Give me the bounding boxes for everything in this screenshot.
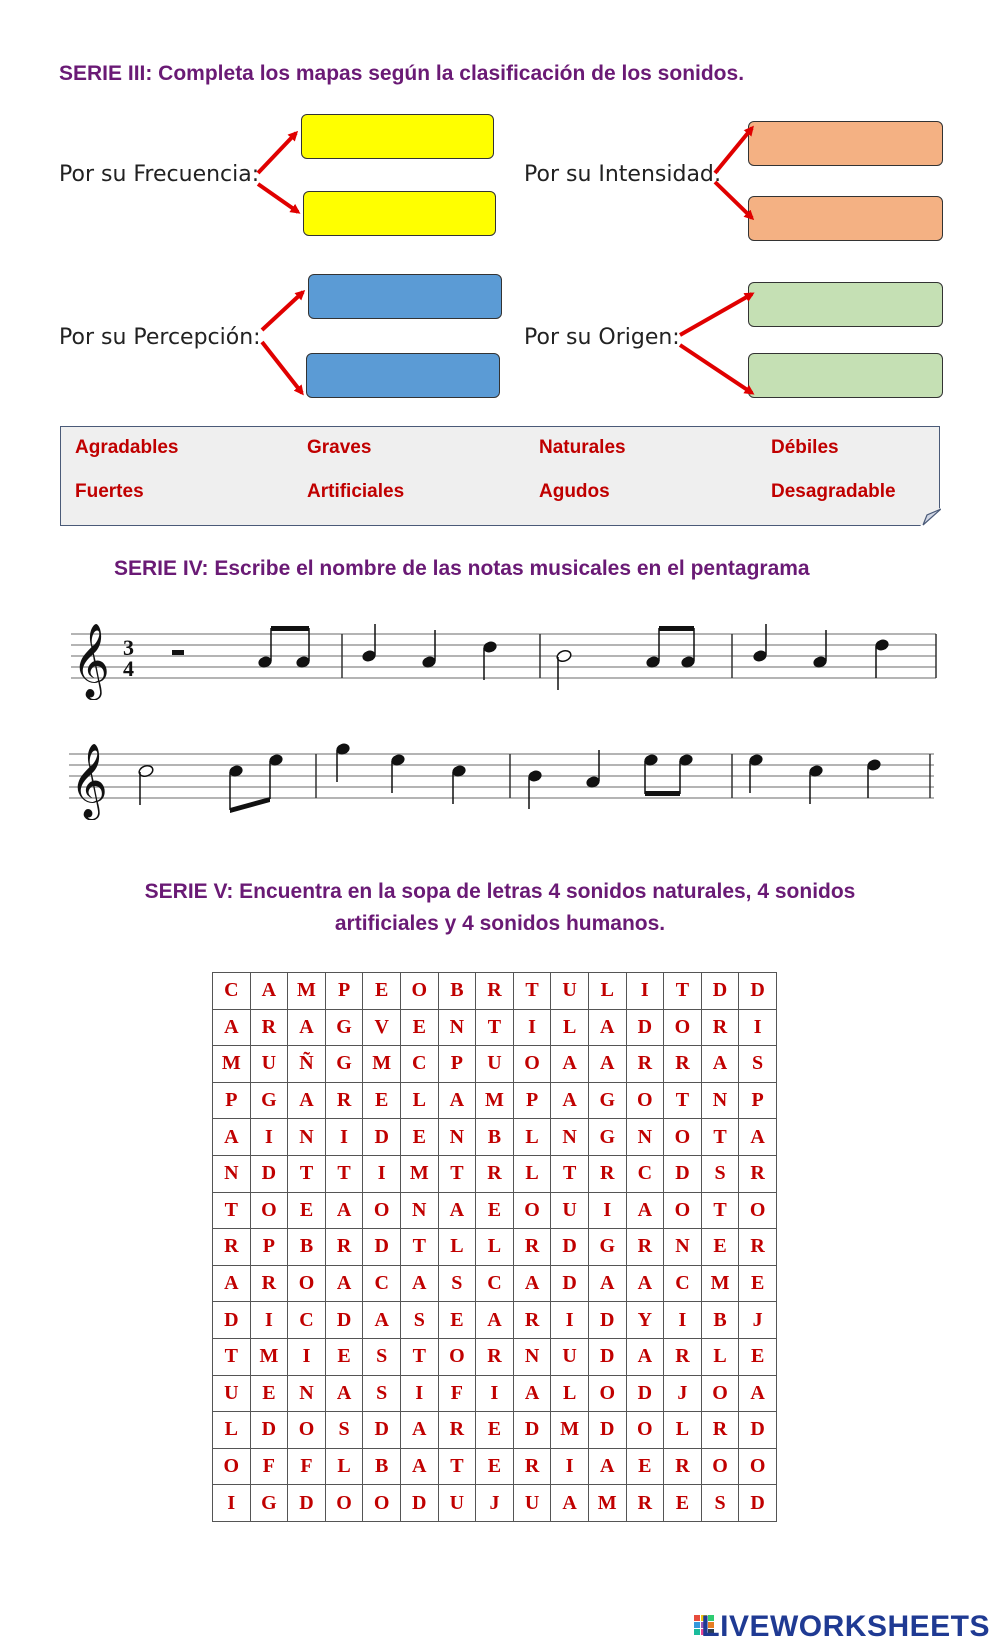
grid-cell[interactable]: D [701,973,739,1010]
grid-cell[interactable]: D [513,1412,551,1449]
grid-cell[interactable]: A [438,1082,476,1119]
grid-cell[interactable]: B [288,1229,326,1266]
grid-cell[interactable]: E [476,1192,514,1229]
grid-cell[interactable]: I [363,1155,401,1192]
serie5-title-line2: artificiales y 4 sonidos humanos. [334,912,666,935]
grid-cell[interactable]: U [551,1192,589,1229]
grid-row [213,1155,777,1192]
grid-row [213,1265,777,1302]
grid-cell[interactable]: I [250,1302,288,1339]
grid-cell[interactable]: O [288,1412,326,1449]
grid-cell[interactable]: N [213,1155,251,1192]
grid-cell[interactable]: D [588,1412,626,1449]
grid-cell[interactable]: N [513,1338,551,1375]
music-staff-1 [66,610,946,700]
grid-row [213,1338,777,1375]
grid-cell[interactable]: O [513,1046,551,1083]
grid-cell[interactable]: M [363,1046,401,1083]
grid-cell[interactable]: O [438,1338,476,1375]
grid-cell[interactable]: R [701,1009,739,1046]
grid-cell[interactable]: G [325,1046,363,1083]
grid-cell[interactable]: D [551,1265,589,1302]
grid-cell[interactable]: O [664,1192,702,1229]
label-origen: Por su Origen: [524,325,680,350]
grid-cell[interactable]: O [288,1265,326,1302]
grid-cell[interactable]: B [363,1448,401,1485]
grid-cell[interactable]: E [400,1119,438,1156]
grid-cell[interactable]: P [513,1082,551,1119]
grid-cell[interactable]: A [400,1265,438,1302]
grid-cell[interactable]: O [701,1375,739,1412]
grid-cell[interactable]: I [400,1375,438,1412]
grid-cell[interactable]: D [551,1229,589,1266]
grid-cell[interactable]: R [626,1485,664,1522]
grid-cell[interactable]: I [325,1119,363,1156]
grid-row [213,1375,777,1412]
grid-cell[interactable]: L [551,1375,589,1412]
grid-cell[interactable]: M [588,1485,626,1522]
grid-cell[interactable]: C [363,1265,401,1302]
grid-cell[interactable]: T [438,1448,476,1485]
grid-cell[interactable]: U [438,1485,476,1522]
grid-cell[interactable]: E [739,1265,777,1302]
grid-cell[interactable]: L [588,973,626,1010]
bank-word: Desagradable [771,481,896,502]
grid-cell[interactable]: L [400,1082,438,1119]
bank-word: Graves [307,437,372,458]
grid-cell[interactable]: P [325,973,363,1010]
grid-cell[interactable]: O [626,1412,664,1449]
grid-cell[interactable]: N [551,1119,589,1156]
grid-cell[interactable]: L [551,1009,589,1046]
bank-word: Naturales [539,437,626,458]
grid-cell[interactable]: I [213,1485,251,1522]
grid-cell[interactable]: C [626,1155,664,1192]
grid-cell[interactable]: P [438,1046,476,1083]
grid-cell[interactable]: E [325,1338,363,1375]
word-bank [60,426,940,526]
grid-cell[interactable]: S [400,1302,438,1339]
grid-cell[interactable]: B [476,1119,514,1156]
grid-cell[interactable]: R [325,1082,363,1119]
time-signature-top: 3 [123,635,134,660]
grid-cell[interactable]: R [250,1009,288,1046]
grid-cell[interactable]: R [513,1229,551,1266]
grid-cell[interactable]: S [325,1412,363,1449]
note [681,656,695,669]
note [362,650,376,663]
grid-cell[interactable]: D [250,1155,288,1192]
arrow-percepcion-up [262,292,303,330]
grid-cell[interactable]: A [250,973,288,1010]
grid-cell[interactable]: I [664,1302,702,1339]
grid-cell[interactable]: R [701,1412,739,1449]
grid-cell[interactable]: R [664,1448,702,1485]
serie3-title: SERIE III: Completa los mapas según la clasificación de los sonidos. [59,62,745,85]
grid-cell[interactable]: T [438,1155,476,1192]
grid-cell[interactable]: E [626,1448,664,1485]
grid-cell[interactable]: N [664,1229,702,1266]
grid-cell[interactable]: O [626,1082,664,1119]
arrow-percepcion-down [262,342,302,393]
grid-cell[interactable]: G [588,1082,626,1119]
note [452,765,466,778]
grid-cell[interactable]: O [250,1192,288,1229]
grid-cell[interactable]: N [400,1192,438,1229]
grid-cell[interactable]: O [664,1009,702,1046]
grid-cell[interactable]: S [363,1375,401,1412]
grid-cell[interactable]: E [476,1448,514,1485]
note [809,765,823,778]
grid-cell[interactable]: O [363,1485,401,1522]
grid-cell[interactable]: C [664,1265,702,1302]
grid-cell[interactable]: A [513,1265,551,1302]
grid-cell[interactable]: E [664,1485,702,1522]
grid-cell[interactable]: E [739,1338,777,1375]
word-search-grid [212,972,777,1522]
grid-cell[interactable]: T [476,1009,514,1046]
grid-cell[interactable]: R [739,1155,777,1192]
grid-cell[interactable]: N [438,1119,476,1156]
arrow-frecuencia-down [258,184,298,212]
grid-cell[interactable]: O [513,1192,551,1229]
grid-cell[interactable]: M [400,1155,438,1192]
grid-cell[interactable]: U [513,1485,551,1522]
grid-cell[interactable]: P [213,1082,251,1119]
grid-row [213,973,777,1010]
grid-cell[interactable]: T [701,1119,739,1156]
note [296,656,310,669]
grid-cell[interactable]: T [288,1155,326,1192]
grid-cell[interactable]: I [626,973,664,1010]
grid-cell[interactable]: G [588,1229,626,1266]
grid-cell[interactable]: D [250,1412,288,1449]
grid-cell[interactable]: O [213,1448,251,1485]
grid-cell[interactable]: V [363,1009,401,1046]
grid-cell[interactable]: U [250,1046,288,1083]
grid-row [213,1009,777,1046]
grid-cell[interactable]: J [476,1485,514,1522]
grid-cell[interactable]: R [213,1229,251,1266]
grid-cell[interactable]: R [588,1155,626,1192]
grid-cell[interactable]: N [438,1009,476,1046]
grid-cell[interactable]: S [701,1155,739,1192]
grid-cell[interactable]: O [739,1192,777,1229]
grid-cell[interactable]: E [363,973,401,1010]
note [269,754,283,767]
grid-cell[interactable]: B [438,973,476,1010]
grid-cell[interactable]: N [288,1119,326,1156]
grid-cell[interactable]: I [250,1119,288,1156]
grid-cell[interactable]: A [551,1046,589,1083]
grid-cell[interactable]: T [664,1082,702,1119]
grid-cell[interactable]: S [701,1485,739,1522]
grid-cell[interactable]: D [626,1009,664,1046]
note [867,759,881,772]
grid-cell[interactable]: A [213,1009,251,1046]
grid-cell[interactable]: E [288,1192,326,1229]
grid-cell[interactable]: A [626,1338,664,1375]
grid-cell[interactable]: T [513,973,551,1010]
grid-cell[interactable]: G [588,1119,626,1156]
grid-cell[interactable]: J [664,1375,702,1412]
grid-row [213,1412,777,1449]
grid-cell[interactable]: O [664,1119,702,1156]
grid-cell[interactable]: M [288,973,326,1010]
grid-cell[interactable]: C [213,973,251,1010]
grid-cell[interactable]: N [288,1375,326,1412]
grid-cell[interactable]: A [288,1082,326,1119]
grid-cell[interactable]: D [288,1485,326,1522]
grid-cell[interactable]: R [325,1229,363,1266]
grid-cell[interactable]: R [739,1229,777,1266]
grid-cell[interactable]: E [701,1229,739,1266]
grid-cell[interactable]: S [363,1338,401,1375]
grid-cell[interactable]: O [701,1448,739,1485]
time-signature-bottom: 4 [123,656,134,681]
grid-cell[interactable]: R [438,1412,476,1449]
note [229,765,243,778]
grid-cell[interactable]: U [551,973,589,1010]
grid-row [213,1229,777,1266]
grid-cell[interactable]: T [213,1338,251,1375]
grid-cell[interactable]: R [250,1265,288,1302]
arrow-origen-up [680,294,752,335]
grid-row [213,1046,777,1083]
grid-cell[interactable]: C [476,1265,514,1302]
grid-cell[interactable]: I [551,1302,589,1339]
label-percepcion: Por su Percepción: [59,325,261,350]
bank-word: Artificiales [307,481,405,502]
bank-word: Débiles [771,437,839,458]
bank-word: Fuertes [75,481,144,502]
note [749,754,763,767]
grid-cell[interactable]: T [551,1155,589,1192]
grid-cell[interactable]: M [250,1338,288,1375]
note [391,754,405,767]
classification-arrows [0,0,1000,420]
grid-cell[interactable]: D [739,973,777,1010]
grid-cell[interactable]: T [213,1192,251,1229]
grid-cell[interactable]: O [739,1448,777,1485]
serie5-title-line1: SERIE V: Encuentra en la sopa de letras 4 sonidos naturales, 4 sonidos [144,880,856,903]
grid-row [213,1192,777,1229]
grid-cell[interactable]: A [476,1302,514,1339]
grid-cell[interactable]: M [701,1265,739,1302]
grid-cell[interactable]: L [476,1229,514,1266]
grid-cell[interactable]: G [250,1485,288,1522]
arrow-intensidad-down [715,182,752,218]
note [258,656,272,669]
note [336,743,350,756]
grid-cell[interactable]: A [325,1375,363,1412]
grid-cell[interactable]: R [476,973,514,1010]
arrow-frecuencia-up [258,133,296,173]
arrow-origen-down [680,345,752,393]
grid-cell[interactable]: T [400,1229,438,1266]
grid-cell[interactable]: E [438,1302,476,1339]
label-frecuencia: Por su Frecuencia: [59,162,260,187]
grid-cell[interactable]: L [513,1155,551,1192]
grid-cell[interactable]: I [739,1009,777,1046]
grid-cell[interactable]: L [664,1412,702,1449]
grid-cell[interactable]: L [513,1119,551,1156]
grid-cell[interactable]: D [588,1338,626,1375]
grid-cell[interactable]: J [739,1302,777,1339]
arrow-intensidad-up [715,128,752,173]
grid-cell[interactable]: A [588,1009,626,1046]
grid-cell[interactable]: A [739,1119,777,1156]
grid-cell[interactable]: A [325,1192,363,1229]
grid-cell[interactable]: O [325,1485,363,1522]
grid-cell[interactable]: E [363,1082,401,1119]
grid-cell[interactable]: F [288,1448,326,1485]
grid-cell[interactable]: R [513,1448,551,1485]
grid-cell[interactable]: A [588,1448,626,1485]
grid-cell[interactable]: T [400,1338,438,1375]
grid-cell[interactable]: T [664,973,702,1010]
grid-row [213,1485,777,1522]
liveworksheets-brand: LIVEWORKSHEETS [701,1610,990,1643]
grid-cell[interactable]: O [400,973,438,1010]
grid-cell[interactable]: I [513,1009,551,1046]
grid-cell[interactable]: A [213,1265,251,1302]
grid-cell[interactable]: M [551,1412,589,1449]
label-intensidad: Por su Intensidad: [524,162,722,187]
grid-cell[interactable]: F [250,1448,288,1485]
note [813,656,827,669]
grid-cell[interactable]: D [325,1302,363,1339]
grid-row [213,1119,777,1156]
grid-cell[interactable]: A [588,1265,626,1302]
grid-cell[interactable]: A [325,1265,363,1302]
grid-cell[interactable]: M [476,1082,514,1119]
grid-cell[interactable]: L [701,1338,739,1375]
grid-cell[interactable]: A [400,1412,438,1449]
grid-cell[interactable]: T [325,1155,363,1192]
grid-cell[interactable]: O [363,1192,401,1229]
serie4-title: SERIE IV: Escribe el nombre de las notas musicales en el pentagrama [114,557,810,580]
grid-cell[interactable]: E [250,1375,288,1412]
grid-cell[interactable]: P [739,1082,777,1119]
grid-cell[interactable]: L [438,1229,476,1266]
note [753,650,767,663]
grid-cell[interactable]: D [626,1375,664,1412]
grid-cell[interactable]: R [664,1338,702,1375]
grid-cell[interactable]: D [664,1155,702,1192]
grid-cell[interactable]: R [626,1229,664,1266]
grid-cell[interactable]: A [288,1009,326,1046]
grid-cell[interactable]: G [250,1082,288,1119]
grid-cell[interactable]: D [213,1302,251,1339]
note [422,656,436,669]
half-rest [172,650,184,655]
note [679,754,693,767]
grid-cell[interactable]: R [626,1046,664,1083]
grid-cell[interactable]: B [701,1302,739,1339]
grid-cell[interactable]: D [739,1485,777,1522]
grid-cell[interactable]: U [213,1375,251,1412]
grid-cell[interactable]: A [701,1046,739,1083]
grid-cell[interactable]: D [400,1485,438,1522]
grid-cell[interactable]: A [513,1375,551,1412]
grid-cell[interactable]: C [400,1046,438,1083]
page-curl-icon [919,507,941,527]
grid-cell[interactable]: Y [626,1302,664,1339]
grid-cell[interactable]: D [363,1229,401,1266]
grid-cell[interactable]: Ñ [288,1046,326,1083]
grid-cell[interactable]: I [551,1448,589,1485]
note [875,639,889,652]
grid-cell[interactable]: C [288,1302,326,1339]
grid-cell[interactable]: R [476,1155,514,1192]
grid-cell[interactable]: P [250,1229,288,1266]
grid-cell[interactable]: A [551,1082,589,1119]
grid-cell[interactable]: O [588,1375,626,1412]
grid-cell[interactable]: A [438,1192,476,1229]
grid-cell[interactable]: U [551,1338,589,1375]
grid-cell[interactable]: A [739,1375,777,1412]
grid-cell[interactable]: E [400,1009,438,1046]
grid-cell[interactable]: A [363,1302,401,1339]
grid-cell[interactable]: L [213,1412,251,1449]
grid-row [213,1302,777,1339]
bank-word: Agudos [539,481,610,502]
grid-cell[interactable]: D [588,1302,626,1339]
note [644,754,658,767]
grid-cell[interactable]: A [400,1448,438,1485]
grid-cell[interactable]: A [626,1265,664,1302]
grid-cell[interactable]: T [701,1192,739,1229]
music-staff-2 [64,730,944,820]
grid-cell[interactable]: D [363,1119,401,1156]
grid-cell[interactable]: N [701,1082,739,1119]
grid-cell[interactable]: F [438,1375,476,1412]
grid-cell[interactable]: D [363,1412,401,1449]
grid-cell[interactable]: G [325,1009,363,1046]
grid-cell[interactable]: A [626,1192,664,1229]
treble-clef-icon: 𝄞 [72,624,110,698]
grid-cell[interactable]: R [513,1302,551,1339]
treble-clef-icon: 𝄞 [70,744,108,818]
grid-row [213,1448,777,1485]
grid-cell[interactable]: N [626,1119,664,1156]
grid-cell[interactable]: M [213,1046,251,1083]
note [646,656,660,669]
grid-cell[interactable]: D [739,1412,777,1449]
grid-cell[interactable]: E [476,1412,514,1449]
grid-cell[interactable]: S [739,1046,777,1083]
bank-word: Agradables [75,437,179,458]
grid-cell[interactable]: A [551,1485,589,1522]
note [586,776,600,789]
grid-cell[interactable]: S [438,1265,476,1302]
grid-cell[interactable]: L [325,1448,363,1485]
grid-cell[interactable]: R [664,1046,702,1083]
grid-row [213,1082,777,1119]
note [483,641,497,654]
grid-cell[interactable]: A [588,1046,626,1083]
grid-cell[interactable]: A [213,1119,251,1156]
grid-cell[interactable]: R [476,1338,514,1375]
note [528,770,542,783]
grid-cell[interactable]: I [588,1192,626,1229]
grid-cell[interactable]: I [476,1375,514,1412]
grid-cell[interactable]: U [476,1046,514,1083]
grid-cell[interactable]: I [288,1338,326,1375]
